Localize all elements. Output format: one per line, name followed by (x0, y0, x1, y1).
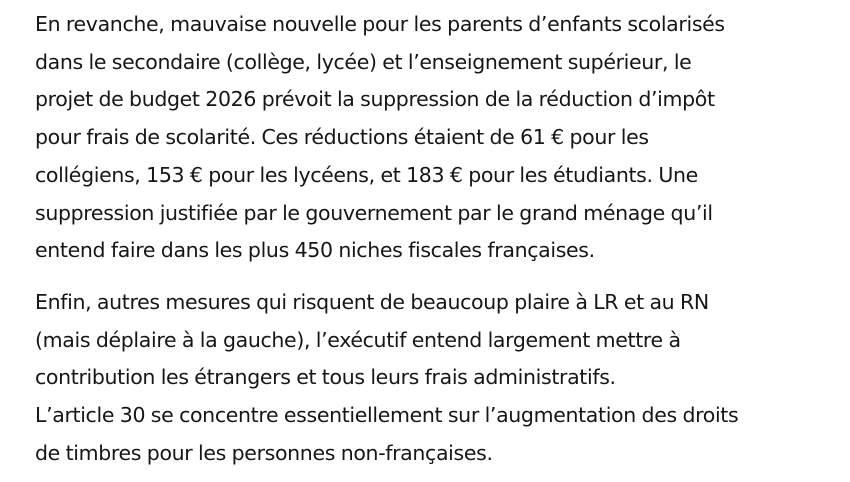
text-line: suppression justifiée par le gouvernement par le grand ménage qu’il (35, 200, 713, 225)
text-line: Enfin, autres mesures qui risquent de beaucoup plaire à LR et au RN (35, 289, 709, 314)
paragraph-school-fees (35, 6, 840, 270)
text-line: pour frais de scolarité. Ces réductions étaient de 61 € pour les (35, 125, 649, 150)
text-line: projet de budget 2026 prévoit la suppression de la réduction d’impôt (35, 87, 715, 112)
text-line: entend faire dans les plus 450 niches fiscales françaises. (35, 238, 595, 263)
paragraph-foreigners-fees (35, 284, 840, 473)
text-line: de timbres pour les personnes non-françaises. (35, 440, 493, 465)
text-line: contribution les étrangers et tous leurs frais administratifs. (35, 365, 616, 390)
text-line: L’article 30 se concentre essentiellement sur l’augmentation des droits (35, 403, 739, 428)
text-line: (mais déplaire à la gauche), l’exécutif entend largement mettre à (35, 327, 681, 352)
text-line: En revanche, mauvaise nouvelle pour les parents d’enfants scolarisés (35, 12, 725, 36)
text-line: dans le secondaire (collège, lycée) et l’enseignement supérieur, le (35, 49, 692, 74)
text-line: collégiens, 153 € pour les lycéens, et 183 € pour les étudiants. Une (35, 162, 698, 187)
article-body (35, 6, 840, 472)
